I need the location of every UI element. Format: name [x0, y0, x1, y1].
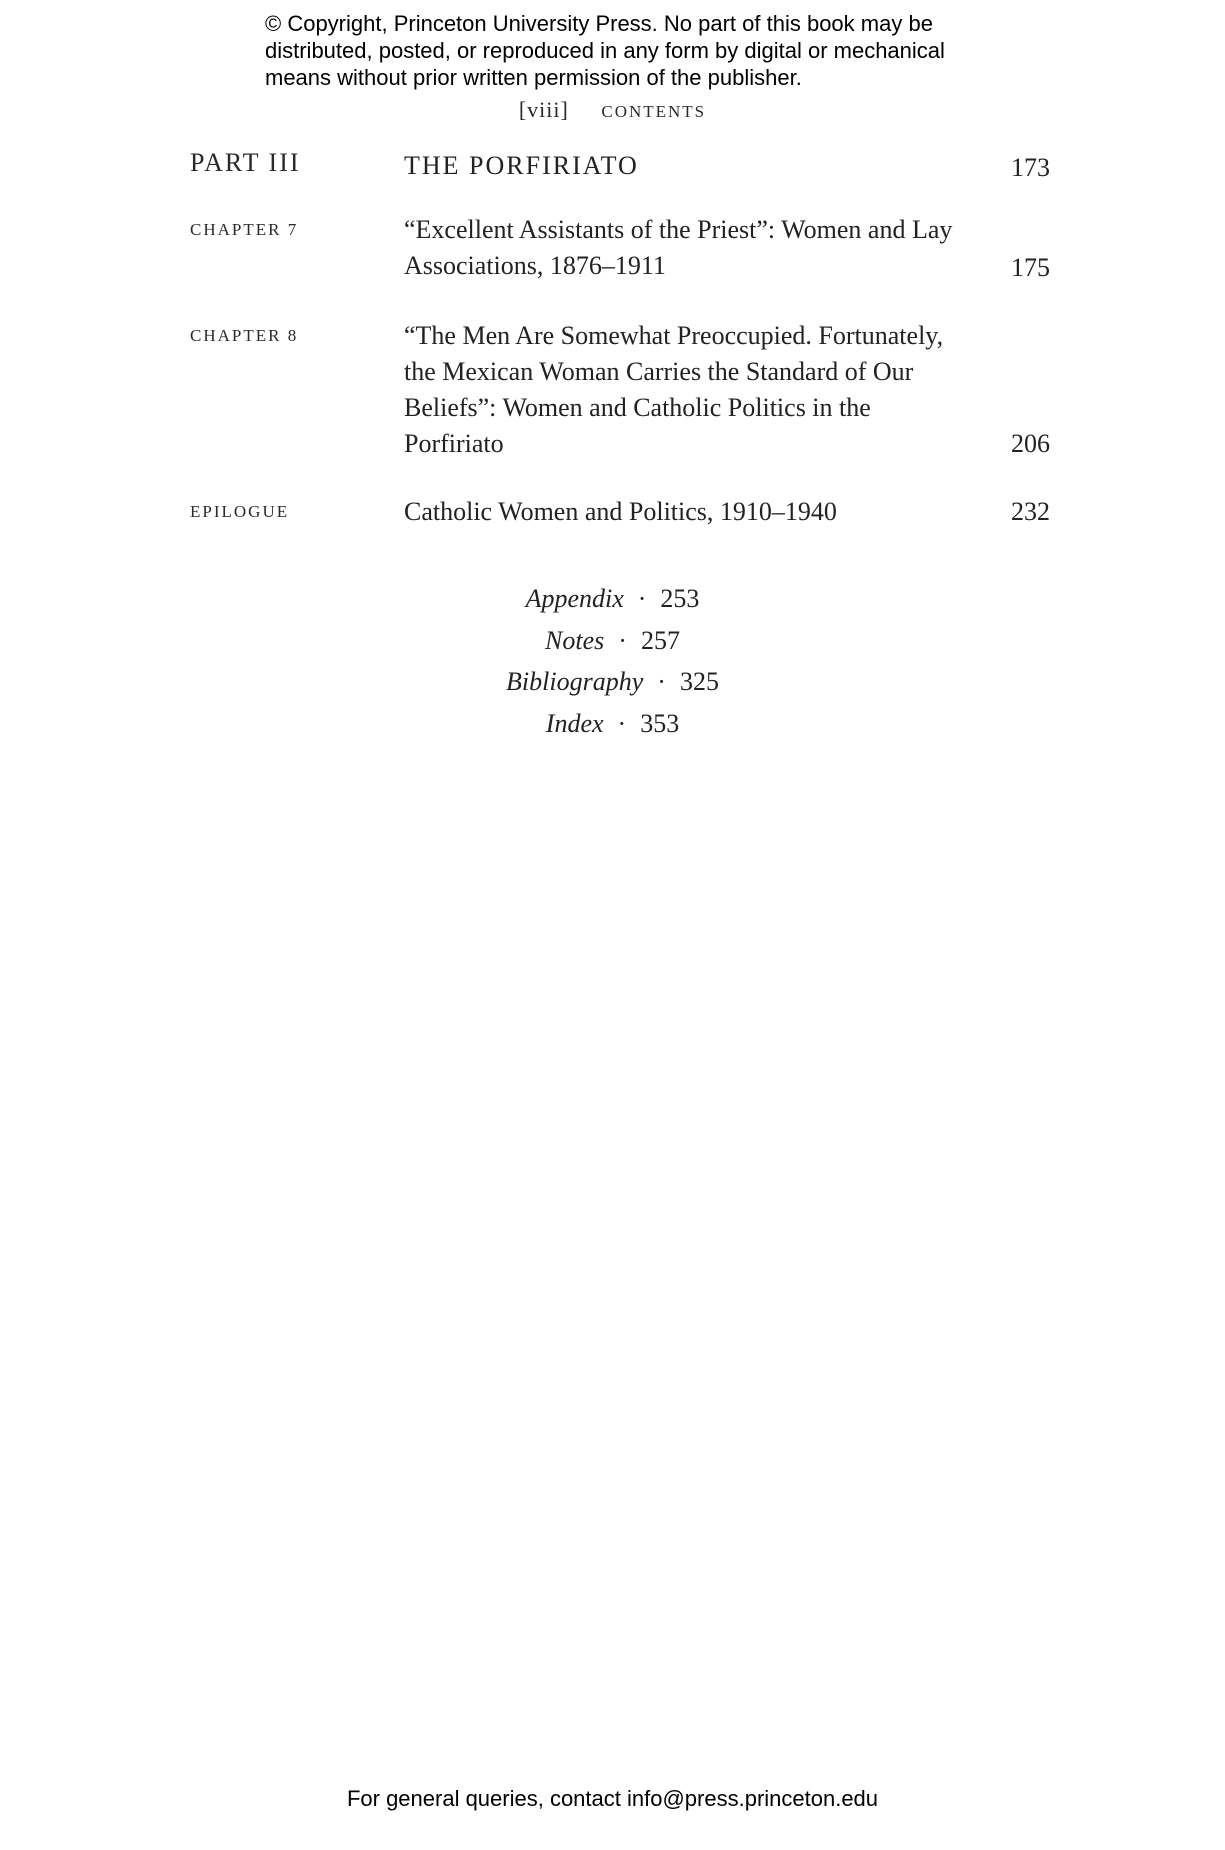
toc-chapter-title: “The Men Are Somewhat Preoccupied. Fortunately, the Mexican Woman Carries the Standard of Our Beliefs”: Women and Catholic Politics in the Porfiriato	[404, 321, 944, 458]
copyright-notice: © Copyright, Princeton University Press. No part of this book may be distributed, posted, or reproduced in any form by digital or mechanical means without prior written permission of the publisher.	[265, 11, 945, 90]
running-head-section: CONTENTS	[601, 102, 707, 121]
back-matter-page: 253	[660, 584, 700, 613]
back-matter-page: 257	[640, 625, 680, 655]
back-matter-item	[0, 661, 1225, 703]
back-matter-separator: ·	[637, 584, 647, 613]
back-matter-separator: ·	[618, 625, 627, 655]
back-matter-page: 353	[640, 708, 680, 738]
toc-chapter-page: 206	[1011, 429, 1050, 458]
running-head	[0, 97, 1225, 123]
back-matter-item	[0, 578, 1225, 620]
toc-epilogue-label: EPILOGUE	[190, 502, 290, 521]
toc-chapter-page: 175	[1011, 253, 1050, 282]
back-matter-title: Appendix	[525, 584, 624, 613]
back-matter-page: 325	[679, 667, 719, 696]
toc-epilogue-title: Catholic Women and Politics, 1910–1940	[404, 497, 837, 526]
page-folio: [viii]	[518, 97, 569, 122]
back-matter-title: Index	[545, 708, 604, 738]
toc-part-title: THE PORFIRIATO	[404, 151, 639, 180]
footer-contact: For general queries, contact info@press.princeton.edu	[346, 1786, 879, 1811]
back-matter-separator: ·	[657, 667, 666, 696]
back-matter-item	[0, 620, 1225, 662]
back-matter-list	[0, 578, 1225, 744]
toc-chapter-title: “Excellent Assistants of the Priest”: Women and Lay Associations, 1876–1911	[404, 215, 953, 280]
back-matter-title: Notes	[545, 625, 605, 655]
toc-epilogue-page: 232	[1011, 497, 1050, 526]
toc-part-page: 173	[1011, 153, 1050, 182]
back-matter-separator: ·	[617, 708, 627, 738]
back-matter-title: Bibliography	[506, 667, 644, 696]
back-matter-item	[0, 703, 1225, 745]
toc-part-label: PART III	[190, 148, 301, 177]
toc-chapter-label: CHAPTER 8	[190, 326, 299, 345]
toc-chapter-label: CHAPTER 7	[190, 220, 299, 239]
